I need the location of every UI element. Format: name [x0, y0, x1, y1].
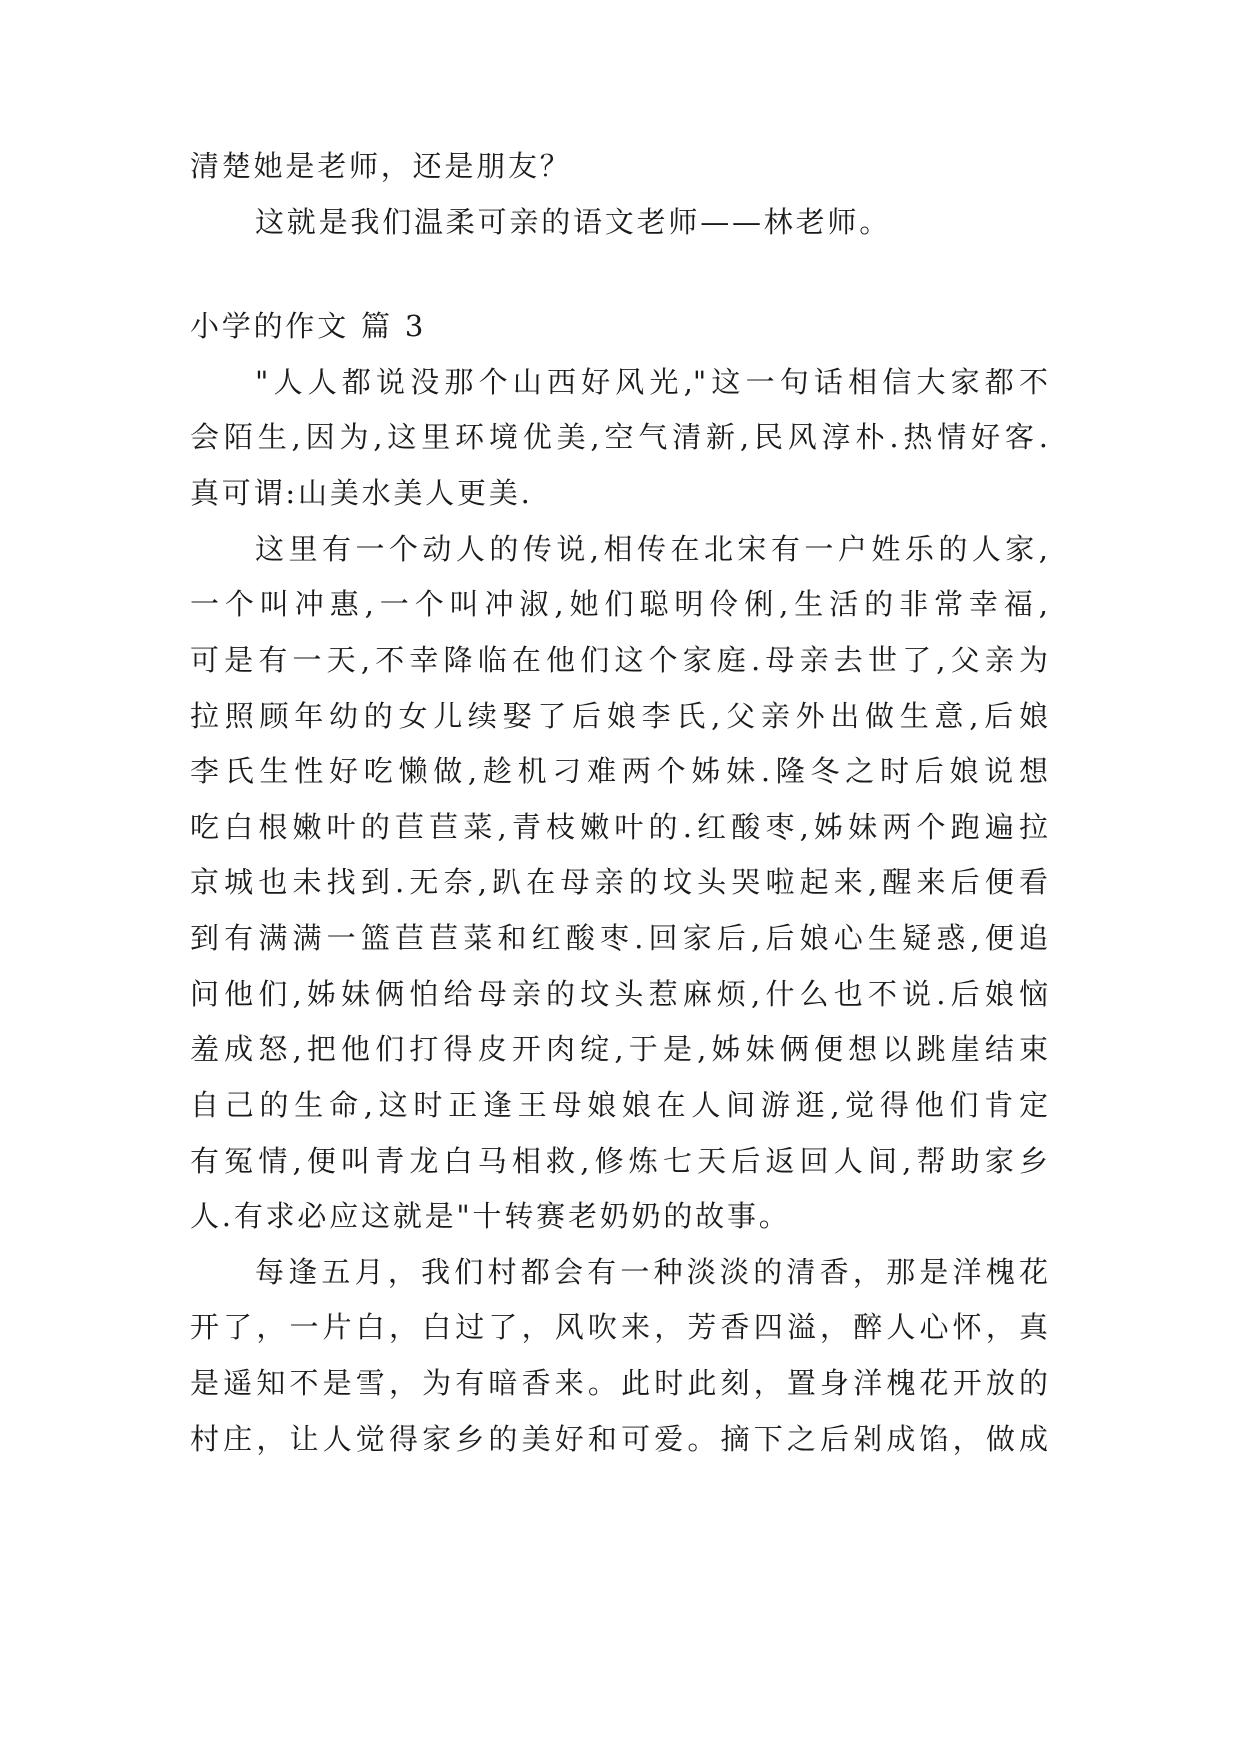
text-line: 这里有一个动人的传说,相传在北宋有一户姓乐的人家,	[255, 532, 1048, 566]
text-line: 到有满满一篮苣苣菜和红酸枣.回家后,后娘心生疑惑,便追	[190, 921, 1048, 955]
text-line: 这就是我们温柔可亲的语文老师——林老师。	[255, 205, 892, 239]
text-line: 村庄，让人觉得家乡的美好和可爱。摘下之后剁成馅，做成	[190, 1422, 1048, 1456]
text-line: "人人都说没那个山西好风光,"这一句话相信大家都不	[255, 365, 1048, 399]
text-line: 每逢五月，我们村都会有一种淡淡的清香，那是洋槐花	[255, 1255, 1048, 1289]
text-line: 人.有求必应这就是"十转赛老奶奶的故事。	[190, 1199, 791, 1233]
text-line: 是遥知不是雪，为有暗香来。此时此刻，置身洋槐花开放的	[190, 1366, 1048, 1400]
text-line: 问他们,姊妹俩怕给母亲的坟头惹麻烦,什么也不说.后娘恼	[190, 977, 1048, 1011]
text-line: 开了，一片白，白过了，风吹来，芳香四溢，醉人心怀，真	[190, 1310, 1048, 1344]
text-line: 李氏生性好吃懒做,趁机刁难两个姊妹.隆冬之时后娘说想	[190, 754, 1048, 788]
text-line: 可是有一天,不幸降临在他们这个家庭.母亲去世了,父亲为	[190, 643, 1048, 677]
text-line: 有冤情,便叫青龙白马相救,修炼七天后返回人间,帮助家乡	[190, 1144, 1048, 1178]
section-heading: 小学的作文 篇 3	[190, 309, 427, 343]
text-line: 羞成怒,把他们打得皮开肉绽,于是,姊妹俩便想以跳崖结束	[190, 1032, 1048, 1066]
text-line: 清楚她是老师，还是朋友？	[190, 149, 572, 183]
text-line: 会陌生,因为,这里环境优美,空气清新,民风淳朴.热情好客.	[190, 420, 1048, 454]
text-line: 一个叫冲惠,一个叫冲淑,她们聪明伶俐,生活的非常幸福,	[190, 587, 1048, 621]
text-line: 自己的生命,这时正逢王母娘娘在人间游逛,觉得他们肯定	[190, 1088, 1048, 1122]
text-line: 拉照顾年幼的女儿续娶了后娘李氏,父亲外出做生意,后娘	[190, 699, 1048, 733]
text-line: 京城也未找到.无奈,趴在母亲的坟头哭啦起来,醒来后便看	[190, 865, 1048, 899]
text-line: 真可谓:山美水美人更美.	[190, 476, 533, 510]
text-line: 吃白根嫩叶的苣苣菜,青枝嫩叶的.红酸枣,姊妹两个跑遍拉	[190, 810, 1048, 844]
